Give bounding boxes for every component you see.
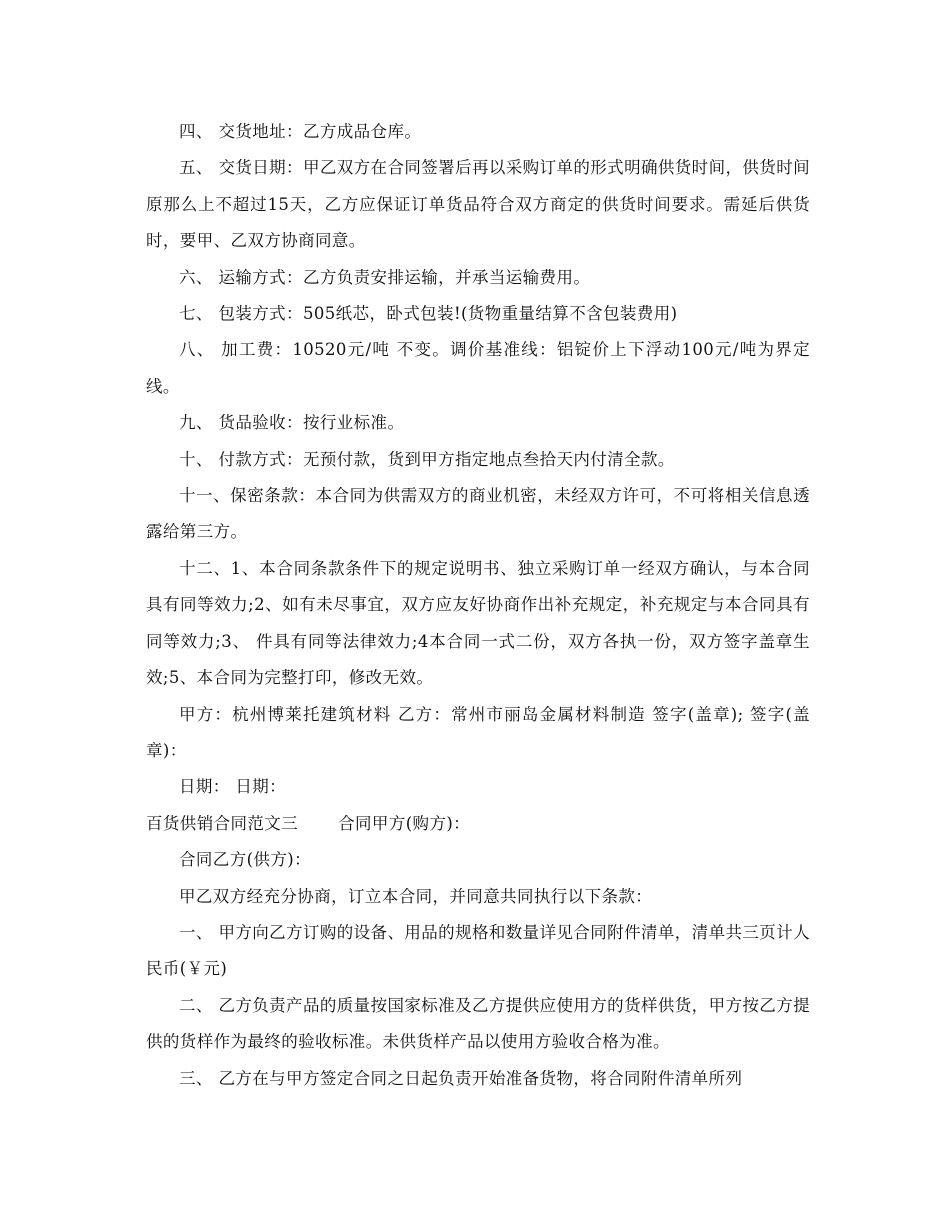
clause-misc: 十二、1、本合同条款条件下的规定说明书、独立采购订单一经双方确认，与本合同具有同等效力;2、如有未尽事宜，双方应友好协商作出补充规定，补充规定与本合同具有同等效力;3、 件具有同等法律效力;4本合同一式二份，双方各执一份，双方签字盖章生效;5、本合同为完整打印，修改无效。 (146, 558, 810, 688)
clause-quality: 二、 乙方负责产品的质量按国家标准及乙方提供应使用方的货样供货，甲方按乙方提供的货样作为最终的验收标准。未供货样产品以使用方验收合格为准。 (146, 995, 810, 1052)
party-a-label: 合同甲方(购方)： (338, 813, 471, 833)
clause-payment: 十、 付款方式：无预付款，货到甲方指定地点叁拾天内付清全款。 (179, 449, 675, 469)
document-body (146, 114, 810, 1097)
clause-order-list: 一、 甲方向乙方订购的设备、用品的规格和数量详见合同附件清单，清单共三页计人民币(￥元) (146, 922, 810, 979)
section-heading-line (146, 806, 810, 842)
agreement-intro: 甲乙双方经充分协商，订立本合同，并同意共同执行以下条款： (179, 886, 653, 906)
signature-dates: 日期： 日期： (179, 777, 287, 797)
clause-preparation: 三、 乙方在与甲方签定合同之日起负责开始准备货物，将合同附件清单所列 (179, 1068, 743, 1088)
clause-processing-fee: 八、 加工费：10520元/吨 不变。调价基准线：铝锭价上下浮动100元/吨为界定线。 (146, 340, 810, 396)
clause-delivery-date: 五、 交货日期：甲乙双方在合同签署后再以采购订单的形式明确供货时间，供货时间原那么上不超过15天，乙方应保证订单货品符合双方商定的供货时间要求。需延后供货时，要甲、乙双方协商同意。 (146, 158, 810, 251)
clause-transport: 六、 运输方式：乙方负责安排运输，并承当运输费用。 (179, 267, 591, 287)
party-b-label: 合同乙方(供方)： (179, 850, 311, 870)
clause-delivery-address: 四、 交货地址：乙方成品仓库。 (179, 122, 422, 141)
clause-confidentiality: 十一、保密条款：本合同为供需双方的商业机密，未经双方许可，不可将相关信息透露给第三方。 (146, 486, 810, 542)
clause-packaging: 七、 包装方式：505纸芯，卧式包装!(货物重量结算不含包装费用) (179, 304, 678, 324)
signature-parties: 甲方：杭州博莱托建筑材料 乙方：常州市丽岛金属材料制造 签字(盖章); 签字(盖章)： (146, 704, 810, 760)
clause-inspection: 九、 货品验收：按行业标准。 (179, 413, 405, 433)
section-title: 百货供销合同范文三 (146, 813, 299, 833)
